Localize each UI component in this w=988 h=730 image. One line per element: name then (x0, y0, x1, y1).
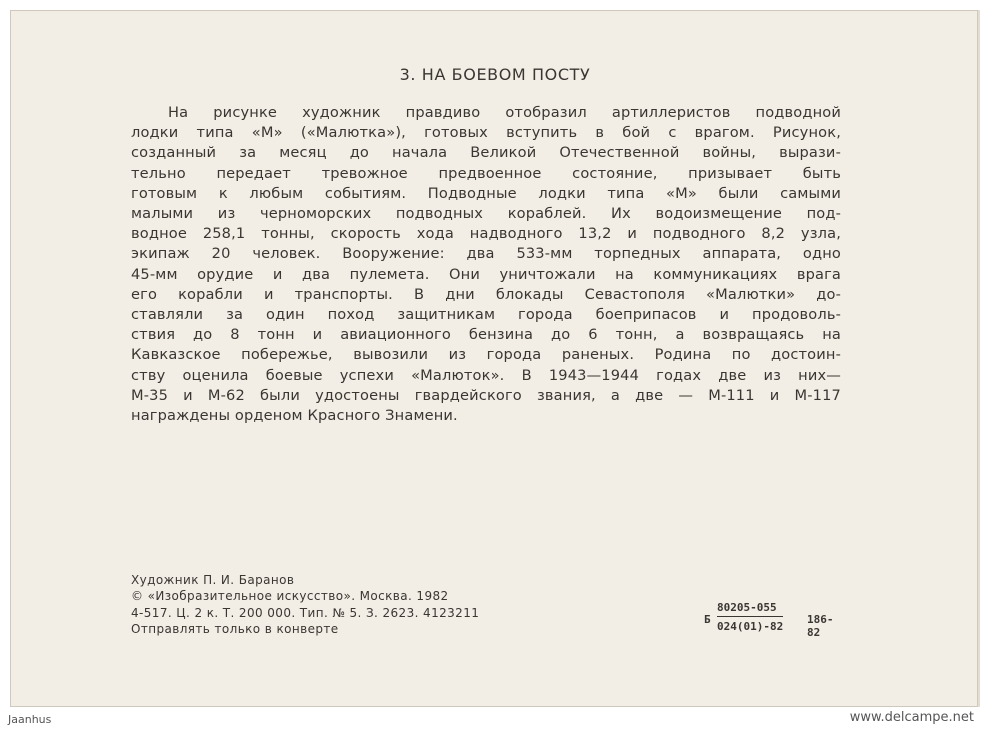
paragraph-line: малыми из черноморских подводных кораблей. Их водоизмещение под- (131, 205, 841, 223)
print-info: 4-517. Ц. 2 к. Т. 200 000. Тип. № 5. З. 2623. 4123211 (131, 605, 480, 620)
paragraph-line: лодки типа «М» («Малютка»), готовых вступить в бой с врагом. Рисунок, (131, 124, 841, 142)
artist-credit: Художник П. И. Баранов (131, 573, 295, 587)
paragraph-line: тельно передает тревожное предвоенное состояние, призывает быть (131, 164, 841, 182)
source-watermark-right: www.delcampe.net (849, 710, 974, 725)
paragraph-line: М-35 и М-62 были удостоены гвардейского звания, а две — М-111 и М-117 (131, 386, 841, 404)
paragraph-line: созданный за месяц до начала Великой Отечественной войны, вырази- (131, 144, 841, 162)
paragraph-line: Кавказское побережье, вывозили из города раненых. Родина по достоин- (131, 346, 841, 364)
paragraph-line: ству оценила боевые успехи «Малюток». В 1943—1944 годах две из них— (131, 366, 841, 384)
index-denominator: 024(01)-82 (717, 620, 784, 633)
card-title: 3. НА БОЕВОМ ПОСТУ (399, 65, 591, 84)
paragraph-line: его корабли и транспорты. В дни блокады Севастополя «Малютки» до- (131, 285, 841, 303)
paragraph-line: ставляли за один поход защитникам города боеприпасов и продоволь- (131, 306, 841, 324)
paragraph-line: награждены орденом Красного Знамени. (131, 407, 458, 425)
index-fraction (717, 601, 783, 634)
mailing-note: Отправлять только в конверте (131, 622, 339, 637)
paragraph-line: 45-мм орудие и два пулемета. Они уничтожали на коммуникациях врага (131, 265, 841, 283)
paragraph-line: экипаж 20 человек. Вооружение: два 533-мм торпедных аппарата, одно (131, 245, 841, 263)
paragraph-line: ствия до 8 тонн и авиационного бензина до 6 тонн, а возвращаясь на (131, 326, 841, 344)
description-paragraph (131, 103, 841, 426)
index-numerator: 80205-055 (717, 601, 783, 617)
paragraph-line: водное 258,1 тонны, скорость хода надводного 13,2 и подводного 8,2 узла, (131, 225, 841, 243)
paragraph-line: На рисунке художник правдиво отобразил артиллеристов подводной (168, 104, 841, 121)
index-prefix: Б (704, 613, 711, 626)
publisher-credits (131, 572, 479, 638)
source-watermark-left: Jaanhus (8, 713, 52, 726)
paragraph-line: готовым к любым событиям. Подводные лодки типа «М» были самыми (131, 184, 841, 202)
index-suffix: 186-82 (807, 613, 834, 639)
copyright-line: © «Изобразительное искусство». Москва. 1982 (131, 589, 449, 604)
postcard-back (10, 10, 978, 707)
